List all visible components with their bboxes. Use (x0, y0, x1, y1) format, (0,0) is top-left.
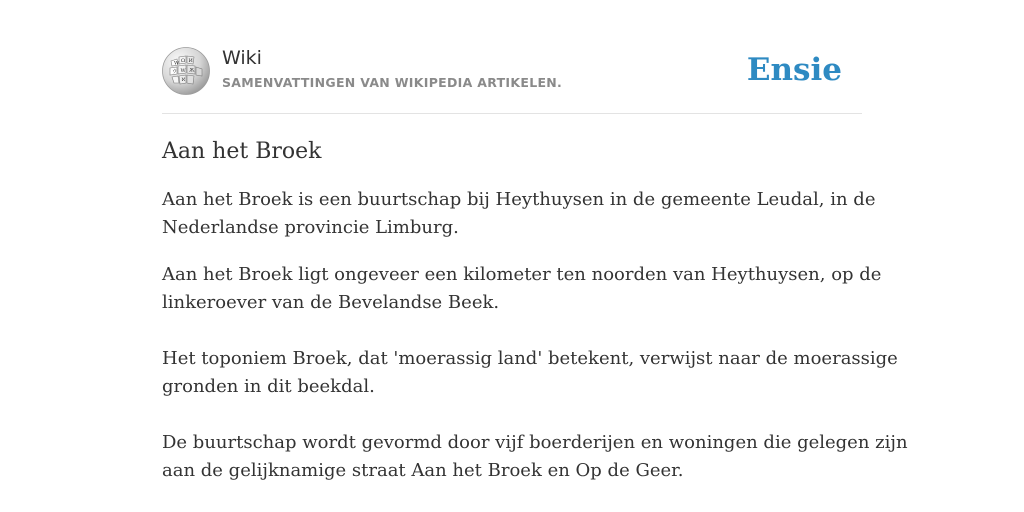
site-title[interactable]: Wiki (222, 47, 262, 69)
svg-text:Ω: Ω (181, 58, 186, 64)
svg-text:ウ: ウ (172, 69, 178, 75)
svg-text:ℵ: ℵ (181, 77, 186, 83)
brand-logo[interactable]: Ensie (746, 52, 842, 88)
article-paragraph (162, 186, 876, 242)
article-paragraph (162, 345, 898, 401)
paragraph-line: Het toponiem Broek, dat 'moerassig land' betekent, verwijst naar de moerassige (162, 348, 898, 369)
article-title: Aan het Broek (162, 139, 322, 164)
paragraph-line: linkeroever van de Bevelandse Beek. (162, 292, 500, 313)
svg-text:W: W (180, 68, 186, 74)
article-paragraph (162, 261, 882, 317)
site-header (162, 44, 862, 100)
paragraph-line: De buurtschap wordt gevormd door vijf boerderijen en woningen die gelegen zijn (162, 432, 908, 453)
paragraph-line: Aan het Broek ligt ongeveer een kilometer ten noorden van Heythuysen, op de (162, 264, 882, 285)
svg-text:W: W (174, 60, 180, 67)
paragraph-line: Nederlandse provincie Limburg. (162, 217, 459, 238)
paragraph-line: Aan het Broek is een buurtschap bij Heythuysen in de gemeente Leudal, in de (162, 189, 876, 210)
svg-text:И: И (188, 58, 193, 64)
paragraph-line: aan de gelijknamige straat Aan het Broek en Op de Geer. (162, 460, 684, 481)
paragraph-line: gronden in dit beekdal. (162, 376, 375, 397)
wikipedia-globe-icon[interactable] (162, 47, 210, 95)
article-paragraph (162, 429, 908, 485)
site-tagline: SAMENVATTINGEN VAN WIKIPEDIA ARTIKELEN. (222, 75, 563, 90)
article (162, 136, 908, 485)
header-divider (162, 113, 862, 114)
svg-text:Ѫ: Ѫ (189, 67, 195, 74)
